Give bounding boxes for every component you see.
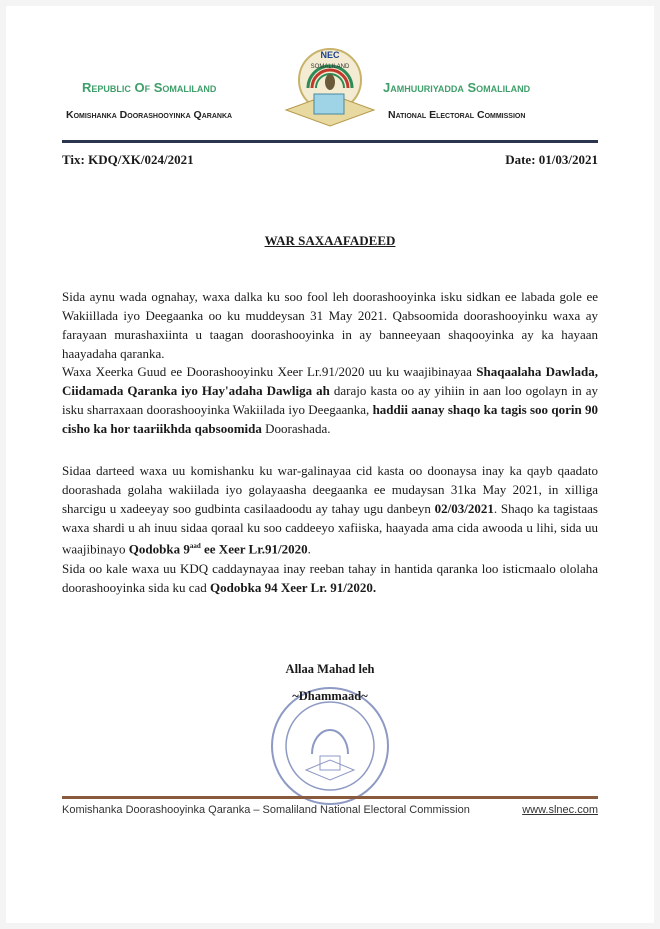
text: Doorashada.: [261, 421, 331, 436]
closing-line: Allaa Mahad leh: [285, 662, 375, 676]
text: darajo kasta oo ay yihiin in aan loo ogolayn in ay isku sharraxaan doorashooyinka Wakiilada iyo Deegaanka,: [62, 383, 598, 417]
text: .: [307, 541, 311, 557]
svg-text:NEC: NEC: [320, 50, 340, 60]
commission-so: Komishanka Doorashooyinka Qaranka: [66, 109, 233, 121]
deadline-date: 02/03/2021: [434, 501, 494, 516]
bold-text: Shaqaalaha Dawlada, Ciidamada Qaranka iyo Hay'adaha Dawliga ah: [62, 364, 598, 398]
commission-en: National Electoral Commission: [388, 109, 526, 121]
header-rule: [62, 140, 598, 143]
paragraph-2: [62, 362, 598, 438]
bold-text: haddii aanay shaqo ka tagis soo qorin 90 cisho ka hor taariikhda qabsoomida: [62, 402, 599, 436]
bold-text: Qodobka 9: [128, 541, 190, 557]
document-title: WAR SAXAAFADEED: [264, 233, 396, 248]
bold-text: Qodobka 94 Xeer Lr. 91/2020.: [210, 580, 377, 595]
nec-logo: [272, 44, 388, 130]
text: Sidaa darteed waxa uu komishanku ku war-galinayaa cid kasta oo doonaysa inay ka qayb qaadato doorashada golaha wakiilada iyo golayaasha deegaanka ee mudaysan 31ka May 2021, in xilliga sharcigu u xadeeyay soo gudbinta casilaadoodu ay tahay ugu danbeyn: [62, 463, 598, 516]
text: Waxa Xeerka Guud ee Doorashooyinku Xeer Lr.91/2020 uu ku waajibinayaa: [62, 364, 477, 379]
ordinal-suffix: aad: [189, 542, 201, 550]
end-marker: ~Dhammaad~: [292, 689, 368, 703]
text: . Shaqo ka tagistaas waxa shardi u ah inuu sidaa qoraal ku soo caddeeyo xafiiska, haayada ama cida awooda u lihi, sida uu waajibinayo: [62, 501, 598, 557]
text: Sida aynu wada ognahay, waxa dalka ku soo fool leh doorashooyinka isku sidkan ee labada gole ee Wakiillada iyo Deegaanka oo ku muddeysan 31 May 2021. Qabsoomida doorashooyinku waxa ay farayaan murashaxiinta u taagan doorashooyinka in ay banneeyaan shaqooyinka ay ka hayaan haayadaha qaranka.: [62, 289, 598, 361]
bold-text: ee Xeer Lr.91/2020: [200, 541, 308, 557]
website-link[interactable]: www.slnec.com: [522, 804, 598, 816]
reference-number: Tix: KDQ/XK/024/2021: [62, 152, 194, 167]
paragraph-4: [62, 559, 598, 597]
paragraph-3: [62, 461, 598, 558]
paragraph-1: [62, 287, 598, 363]
footer-rule: [62, 796, 598, 799]
svg-text:SOMALILAND: SOMALILAND: [310, 64, 350, 70]
republic-en: Republic Of Somaliland: [82, 80, 217, 95]
letter-date: Date: 01/03/2021: [505, 152, 598, 167]
footer-text: Komishanka Doorashooyinka Qaranka – Somaliland National Electoral Commission: [62, 804, 470, 816]
republic-so: Jamhuuriyadda Somaliland: [383, 80, 531, 95]
text: Sida oo kale waxa uu KDQ caddaynayaa inay reeban tahay in hantida qaranka loo isticmaalo ololaha doorashooyinka sida ku cad: [62, 561, 598, 595]
